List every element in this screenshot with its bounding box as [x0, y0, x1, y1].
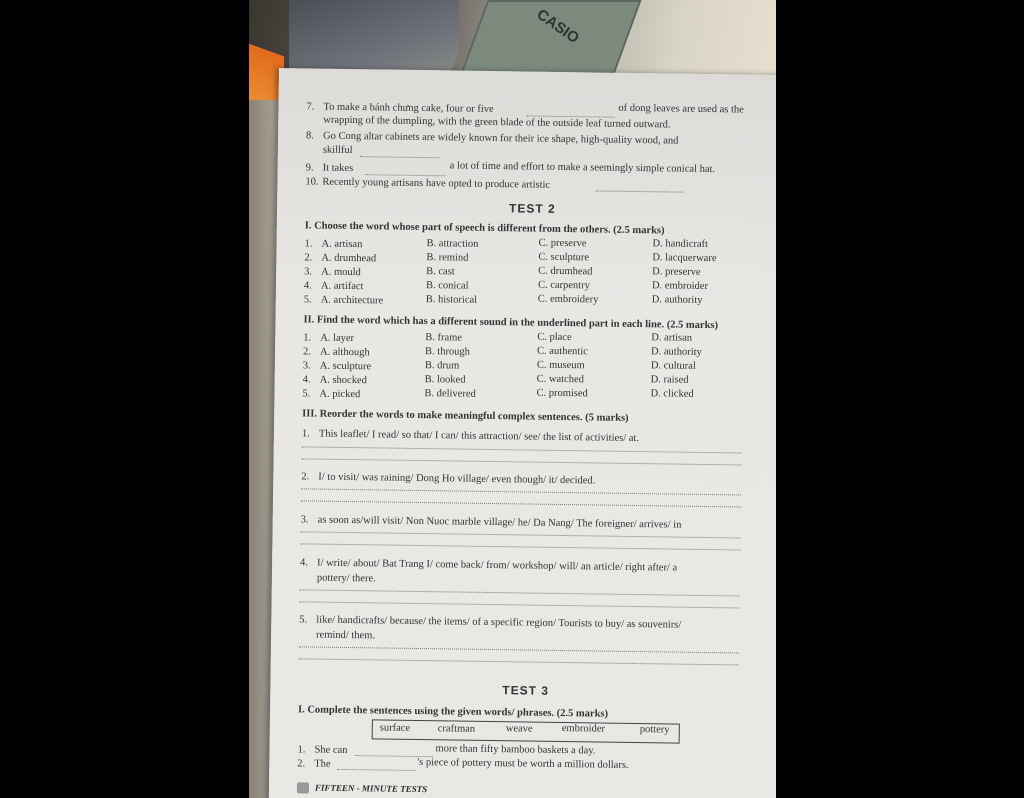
photo-frame	[249, 0, 776, 798]
section-3-heading: III. Reorder the words to make meaningful complex sentences. (5 marks)	[302, 408, 629, 424]
word-option: weave	[505, 723, 533, 735]
option-d: D. authority	[651, 294, 703, 306]
row-num: 3.	[302, 360, 311, 372]
reorder-num: 1.	[301, 428, 310, 440]
answer-line	[301, 531, 741, 538]
option-c: C. drumhead	[538, 265, 593, 278]
option-d: D. handicraft	[652, 238, 709, 251]
option-b: B. through	[424, 346, 471, 358]
fill-text: She can	[314, 744, 348, 757]
answer-line	[302, 458, 742, 465]
footer-title: FIFTEEN - MINUTE TESTS	[314, 782, 428, 795]
option-c: C. authentic	[536, 345, 588, 358]
option-a: A. sculpture	[319, 360, 372, 373]
worksheet-page	[268, 68, 776, 798]
option-b: B. drum	[424, 360, 460, 372]
row-num: 1.	[304, 238, 313, 250]
option-a: A. drumhead	[321, 252, 377, 265]
row-num: 2.	[302, 346, 311, 358]
item-7-text: To make a bánh chưng cake, four or five	[323, 101, 494, 116]
item-10-num: 10.	[305, 176, 319, 188]
word-option: craftman	[437, 723, 476, 735]
answer-line	[301, 488, 741, 495]
test-3-heading: I. Complete the sentences using the given words/ phrases. (2.5 marks)	[297, 704, 609, 720]
option-d: D. preserve	[652, 266, 701, 278]
answer-line	[299, 646, 739, 653]
item-8-text: Go Cong altar cabinets are widely known for their ice shape, high-quality wood, and	[322, 130, 679, 147]
option-d: D. authority	[650, 346, 702, 358]
option-d: D. cultural	[650, 360, 696, 372]
option-b: B. conical	[425, 280, 469, 292]
reorder-text: This leaflet/ I read/ so that/ I can/ this attraction/ see/ the list of activities/ at.	[318, 428, 640, 445]
option-b: B. historical	[425, 294, 478, 306]
item-9-text-2: a lot of time and effort to make a seemingly simple conical hat.	[449, 160, 716, 176]
answer-line	[301, 500, 741, 507]
test-3-title: TEST 3	[502, 683, 550, 698]
word-option: embroider	[561, 723, 606, 735]
option-c: C. sculpture	[538, 251, 590, 264]
option-b: B. cast	[426, 266, 455, 278]
option-d: D. embroider	[651, 280, 709, 293]
option-b: B. frame	[425, 332, 463, 344]
row-num: 4.	[302, 374, 311, 386]
section-2-heading: II. Find the word which has a different sound in the underlined part in each line. (2.5 marks)	[303, 314, 719, 332]
option-b: B. remind	[426, 252, 469, 264]
row-num: 2.	[304, 252, 313, 264]
option-a: A. artifact	[320, 280, 364, 293]
fill-text: The	[314, 758, 331, 770]
row-num: 4.	[303, 280, 312, 292]
fill-num: 1.	[297, 744, 306, 756]
reorder-text: I/ to visit/ was raining/ Dong Ho village/ even though/ it/ decided.	[318, 471, 596, 487]
answer-line	[300, 589, 740, 596]
reorder-text-2: pottery/ there.	[316, 572, 376, 585]
fill-num: 2.	[297, 758, 306, 770]
item-7-text-3: wrapping of the dumpling, with the green blade of the outside leaf turned outward.	[323, 114, 671, 131]
reorder-text: I/ write/ about/ Bat Trang I/ come back/ from/ workshop/ will/ an article/ right after/ a	[317, 557, 678, 574]
option-c: C. watched	[536, 373, 585, 386]
word-option: pottery	[639, 724, 670, 736]
item-10-text: Recently young artisans have opted to produce artistic	[322, 176, 551, 191]
row-num: 1.	[303, 332, 312, 344]
answer-line	[300, 543, 740, 550]
answer-line	[302, 446, 742, 453]
option-a: A. although	[319, 346, 370, 359]
option-d: D. clicked	[650, 388, 694, 400]
reorder-num: 4.	[300, 557, 309, 569]
blank-line	[595, 190, 683, 192]
reorder-text: as soon as/will visit/ Non Nuoc marble village/ he/ Da Nang/ The foreigner/ arrives/ in	[317, 514, 682, 531]
reorder-num: 5.	[299, 614, 308, 626]
section-1-heading: I. Choose the word whose part of speech is different from the others. (2.5 marks)	[304, 220, 665, 237]
reorder-num: 2.	[301, 471, 310, 483]
fill-text-2: 's piece of pottery must be worth a million dollars.	[417, 756, 629, 771]
reorder-text: like/ handicrafts/ because/ the items/ of a specific region/ Tourists to buy/ as souvenirs/	[316, 614, 682, 631]
item-7-text-2: of dong leaves are used as the	[618, 102, 744, 116]
option-a: A. artisan	[321, 238, 363, 251]
item-9-num: 9.	[305, 162, 314, 174]
reorder-num: 3.	[300, 514, 309, 526]
option-c: C. preserve	[538, 237, 587, 250]
option-c: C. carpentry	[537, 279, 590, 292]
blank-line	[337, 769, 415, 771]
row-num: 5.	[303, 294, 312, 306]
item-8-text-2: skillful	[322, 144, 353, 157]
row-num: 3.	[304, 266, 313, 278]
option-d: D. artisan	[651, 332, 693, 344]
answer-line	[299, 658, 739, 665]
reorder-text-2: remind/ them.	[316, 629, 376, 642]
item-7-num: 7.	[306, 101, 315, 113]
row-num: 5.	[302, 388, 311, 400]
test-2-title: TEST 2	[508, 201, 556, 216]
fill-text-2: more than fifty bamboo baskets a day.	[435, 743, 596, 757]
option-c: C. place	[537, 331, 572, 344]
option-a: A. shocked	[319, 374, 367, 387]
item-8-num: 8.	[305, 130, 315, 142]
option-d: D. raised	[650, 374, 689, 386]
option-b: B. looked	[424, 374, 466, 386]
option-b: B. delivered	[424, 388, 476, 400]
word-option: surface	[379, 722, 411, 734]
option-a: A. layer	[320, 332, 355, 345]
item-9-text: It takes	[322, 162, 354, 175]
blank-line	[360, 156, 440, 158]
option-c: C. promised	[536, 387, 588, 400]
option-d: D. lacquerware	[652, 252, 717, 265]
answer-line	[300, 601, 740, 608]
option-c: C. museum	[536, 359, 585, 372]
blank-line	[366, 174, 446, 176]
option-a: A. mould	[321, 266, 361, 279]
option-a: A. picked	[319, 388, 361, 401]
option-c: C. embroidery	[537, 293, 599, 306]
calculator-brand: CASIO	[533, 5, 583, 48]
page-number-icon	[297, 782, 309, 793]
option-a: A. architecture	[320, 294, 384, 307]
option-b: B. attraction	[426, 238, 479, 250]
